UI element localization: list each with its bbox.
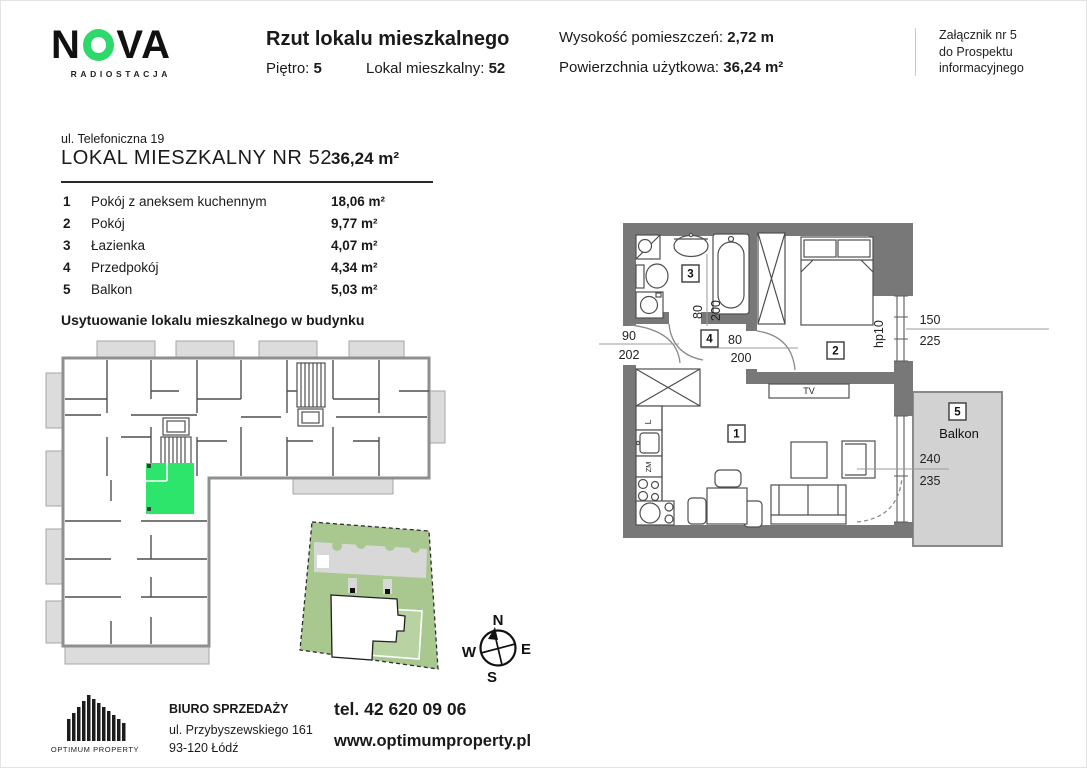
attachment-line: informacyjnego xyxy=(939,61,1024,75)
room-area: 9,77 m² xyxy=(331,216,378,231)
armchair xyxy=(842,441,875,478)
bedroom-window xyxy=(894,296,908,361)
street-address: ul. Telefoniczna 19 xyxy=(61,132,165,146)
room-area: 18,06 m² xyxy=(331,194,386,209)
ceiling-height xyxy=(559,29,783,46)
table-row xyxy=(61,257,441,279)
nova-logo xyxy=(51,25,171,79)
door-arcs xyxy=(631,324,902,522)
room-name: Balkon xyxy=(91,282,133,297)
divider-rule xyxy=(61,181,433,183)
bedroom-furniture xyxy=(758,233,873,325)
area-label: Powierzchnia użytkowa: xyxy=(559,59,724,76)
website-url: www.optimumproperty.pl xyxy=(334,732,532,750)
unit-value: 52 xyxy=(488,60,506,77)
tv-stand xyxy=(769,384,849,398)
logo-caption: OPTIMUM PROPERTY xyxy=(50,745,140,754)
nova-logo-word xyxy=(51,25,171,65)
dim-bath-door-height: 200 xyxy=(709,300,723,321)
dim-balcony-door-height: 235 xyxy=(919,474,941,488)
dining-table xyxy=(707,488,747,524)
badge-bathroom: 3 xyxy=(687,268,694,281)
height-value: 2,72 m xyxy=(727,29,774,46)
floor-value: 5 xyxy=(313,60,322,77)
phone-number: tel. 42 620 09 06 xyxy=(334,699,467,719)
optimum-property-logo xyxy=(59,693,143,745)
logo-letters-va: VA xyxy=(116,23,171,67)
bedroom-door-arc xyxy=(757,331,795,370)
room-number: 1 xyxy=(63,194,71,209)
bathroom-door-arc xyxy=(669,324,703,360)
office-city: 93-120 Łódź xyxy=(169,740,239,755)
table-row xyxy=(61,191,441,213)
badge-bedroom: 2 xyxy=(832,345,839,358)
compass-s: S xyxy=(486,669,498,686)
window-code-label: hp10 xyxy=(872,320,886,348)
dim-bedroom-door-height: 200 xyxy=(730,351,752,365)
compass-e: E xyxy=(520,641,532,658)
unit-total-area: 36,24 m² xyxy=(331,149,400,168)
balcony-door-arc xyxy=(857,478,902,522)
room-name: Łazienka xyxy=(91,238,146,253)
document-title: Rzut lokalu mieszkalnego xyxy=(266,28,510,50)
header-divider xyxy=(915,28,916,76)
dim-entry-height: 202 xyxy=(618,348,640,362)
badge-living: 1 xyxy=(733,428,740,441)
height-label: Wysokość pomieszczeń: xyxy=(559,29,728,46)
logo-house-bars xyxy=(67,695,126,741)
logo-letter-n: N xyxy=(51,23,81,67)
room-table xyxy=(61,191,441,301)
toilet xyxy=(636,265,644,288)
room-name: Przedpokój xyxy=(91,260,159,275)
attachment-line: Załącznik nr 5 xyxy=(939,28,1017,42)
living-room-furniture xyxy=(688,441,875,527)
room-area: 4,34 m² xyxy=(331,260,378,275)
room-number: 4 xyxy=(63,260,71,275)
compass-w: W xyxy=(461,644,477,661)
balcony-label: Balkon xyxy=(939,426,979,441)
coffee-table xyxy=(791,442,827,478)
office-street: ul. Przybyszewskiego 161 xyxy=(169,722,313,737)
fridge-label: L xyxy=(643,419,653,425)
dim-window-height: 225 xyxy=(919,334,941,348)
building-location-plan xyxy=(41,334,546,691)
highlighted-unit xyxy=(146,463,194,514)
dim-balcony-door-width: 240 xyxy=(919,452,941,466)
tv-label: TV xyxy=(803,386,815,396)
attachment-line: do Prospektu xyxy=(939,44,1013,59)
room-area: 4,07 m² xyxy=(331,238,378,253)
room-number: 5 xyxy=(63,282,71,297)
room-number: 3 xyxy=(63,238,71,253)
attachment-note xyxy=(939,27,1024,77)
dishwasher-label: ZM xyxy=(644,461,653,473)
logo-green-ring-icon xyxy=(83,29,115,61)
unit-number-info xyxy=(366,60,505,77)
room-name: Pokój xyxy=(91,216,125,231)
dim-window-width: 150 xyxy=(919,313,941,327)
compass-rose xyxy=(462,612,531,686)
table-row xyxy=(61,279,441,301)
logo-subtitle: RADIOSTACJA xyxy=(70,69,171,79)
unit-title: LOKAL MIESZKALNY NR 52 xyxy=(61,147,333,169)
dining-chair xyxy=(715,470,741,487)
dim-bedroom-door-width: 80 xyxy=(728,333,742,347)
compass-n: N xyxy=(492,612,504,629)
dim-bath-door-width: 80 xyxy=(691,305,705,319)
table-row xyxy=(61,235,441,257)
dining-chair xyxy=(688,498,706,524)
room-name: Pokój z aneksem kuchennym xyxy=(91,194,267,209)
table-row xyxy=(61,213,441,235)
floor-info xyxy=(266,60,322,77)
office-title: BIURO SPRZEDAŻY xyxy=(169,702,289,716)
badge-balcony: 5 xyxy=(954,406,961,419)
usable-area xyxy=(559,59,783,76)
area-value: 36,24 m² xyxy=(723,59,784,76)
header-specs xyxy=(559,29,783,89)
floor-label: Piętro: xyxy=(266,60,314,77)
unit-label: Lokal mieszkalny: xyxy=(366,60,489,77)
room-area: 5,03 m² xyxy=(331,282,378,297)
fridge xyxy=(636,406,662,430)
room-number: 2 xyxy=(63,216,71,231)
sales-office-info xyxy=(169,701,313,757)
badge-hall: 4 xyxy=(706,333,713,346)
location-heading: Usytuowanie lokalu mieszkalnego w budynku xyxy=(61,312,365,328)
dim-entry-width: 90 xyxy=(622,329,636,343)
site-plan xyxy=(300,522,438,669)
apartment-floor-plan xyxy=(596,216,1066,556)
